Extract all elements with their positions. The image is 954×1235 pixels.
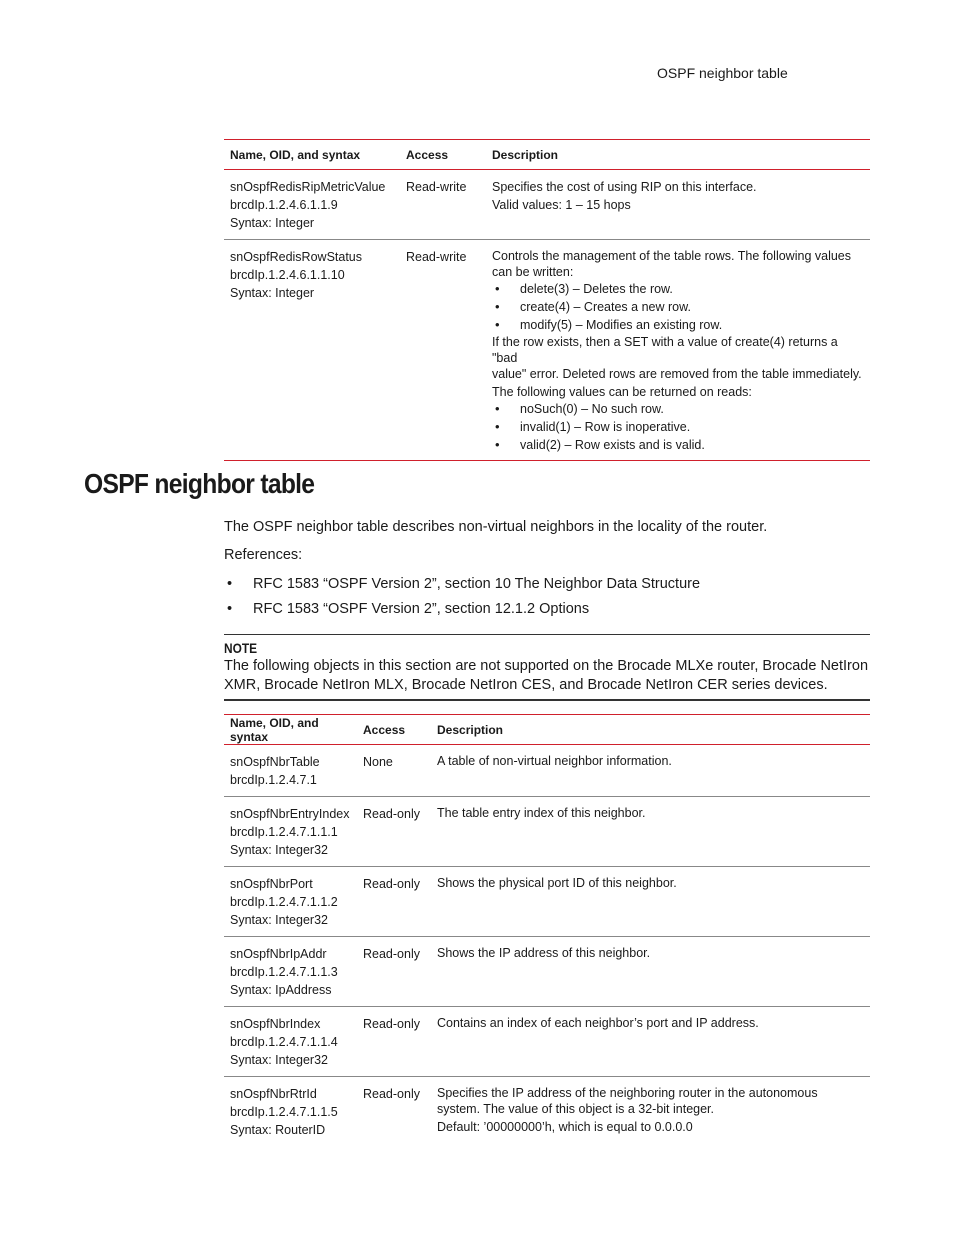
description-text: Valid values: 1 – 15 hops <box>492 198 631 212</box>
description-text: If the row exists, then a SET with a value of create(4) returns a "bad <box>492 335 838 365</box>
object-name: snOspfRedisRipMetricValue <box>230 180 386 194</box>
list-item: • invalid(1) – Row is inoperative. <box>492 418 864 436</box>
references-list <box>224 575 700 625</box>
column-header-description: Description <box>486 140 870 170</box>
table-row <box>224 797 870 867</box>
column-header-name: Name, OID, and syntax <box>224 140 400 170</box>
description-text: The following values can be returned on reads: <box>492 385 752 399</box>
table-header-row <box>224 140 870 170</box>
column-header-name: Name, OID, and syntax <box>224 715 357 745</box>
column-header-access: Access <box>400 140 486 170</box>
description-cell <box>431 745 870 797</box>
list-item: • RFC 1583 “OSPF Version 2”, section 12.1.2 Options <box>224 600 700 625</box>
access-cell: Read-only <box>363 1087 420 1101</box>
note-text: The following objects in this section are not supported on the Brocade MLXe router, Brocade NetIron <box>224 658 869 674</box>
list-item: • create(4) – Creates a new row. <box>492 298 864 316</box>
object-name-cell <box>224 937 357 1007</box>
list-item: • modify(5) – Modifies an existing row. <box>492 316 864 334</box>
access-cell: None <box>363 755 393 769</box>
description-cell <box>431 797 870 867</box>
description-cell <box>486 240 870 461</box>
table-row <box>224 867 870 937</box>
description-text: The table entry index of this neighbor. <box>437 806 646 820</box>
object-name-cell <box>224 240 400 461</box>
access-cell: Read-write <box>406 180 467 194</box>
object-name: snOspfNbrRtrId <box>230 1087 317 1101</box>
object-syntax: Syntax: Integer32 <box>230 1053 328 1067</box>
description-text: system. The value of this object is a 32-bit integer. <box>437 1102 714 1116</box>
object-name: snOspfNbrIpAddr <box>230 947 327 961</box>
object-name-cell <box>224 867 357 937</box>
column-header-access: Access <box>357 715 431 745</box>
description-text: Default: ’00000000’h, which is equal to 0.0.0.0 <box>437 1120 693 1134</box>
object-name: snOspfNbrTable <box>230 755 320 769</box>
description-text: Contains an index of each neighbor’s port and IP address. <box>437 1016 759 1030</box>
object-name-cell <box>224 1077 357 1147</box>
object-name: snOspfNbrPort <box>230 877 313 891</box>
table-header-row <box>224 715 870 745</box>
table-row <box>224 1077 870 1147</box>
running-header: OSPF neighbor table <box>657 65 788 81</box>
section-intro: The OSPF neighbor table describes non-virtual neighbors in the locality of the router. <box>224 519 768 535</box>
list-item: • valid(2) – Row exists and is valid. <box>492 436 864 454</box>
object-syntax: Syntax: IpAddress <box>230 983 332 997</box>
object-oid: brcdIp.1.2.4.7.1.1.5 <box>230 1105 338 1119</box>
description-text: Specifies the IP address of the neighboring router in the autonomous <box>437 1086 818 1100</box>
object-oid: brcdIp.1.2.4.7.1.1.2 <box>230 895 338 909</box>
object-name-cell <box>224 797 357 867</box>
object-syntax: Syntax: Integer <box>230 286 315 300</box>
object-oid: brcdIp.1.2.4.6.1.1.9 <box>230 198 338 212</box>
table-row <box>224 937 870 1007</box>
access-cell: Read-only <box>363 877 420 891</box>
description-text: value" error. Deleted rows are removed from the table immediately. <box>492 367 862 381</box>
object-oid: brcdIp.1.2.4.6.1.1.10 <box>230 268 345 282</box>
note-box <box>224 634 870 701</box>
table-row <box>224 170 870 240</box>
ospf-neighbor-table <box>224 714 870 1146</box>
table-row <box>224 240 870 461</box>
object-name-cell <box>224 745 357 797</box>
object-syntax: Syntax: Integer32 <box>230 843 328 857</box>
description-text: Shows the physical port ID of this neighbor. <box>437 876 677 890</box>
description-cell <box>431 867 870 937</box>
list-item: • RFC 1583 “OSPF Version 2”, section 10 The Neighbor Data Structure <box>224 575 700 600</box>
object-name: snOspfRedisRowStatus <box>230 250 363 264</box>
description-cell <box>431 937 870 1007</box>
object-name: snOspfNbrIndex <box>230 1017 321 1031</box>
note-label: NOTE <box>224 640 258 656</box>
object-syntax: Syntax: Integer32 <box>230 913 328 927</box>
access-cell: Read-write <box>406 250 467 264</box>
description-text: Controls the management of the table rows. The following values <box>492 249 851 263</box>
section-title: OSPF neighbor table <box>84 468 315 499</box>
description-cell <box>486 170 870 240</box>
description-cell <box>431 1007 870 1077</box>
table-row <box>224 745 870 797</box>
access-cell: Read-only <box>363 947 420 961</box>
description-cell <box>431 1077 870 1147</box>
list-item: • noSuch(0) – No such row. <box>492 400 864 418</box>
readable-values-list <box>492 400 864 454</box>
description-text: A table of non-virtual neighbor information. <box>437 754 672 768</box>
object-name-cell <box>224 1007 357 1077</box>
object-syntax: Syntax: Integer <box>230 216 315 230</box>
writable-values-list <box>492 280 864 334</box>
table-row <box>224 1007 870 1077</box>
description-text: can be written: <box>492 265 574 279</box>
column-header-description: Description <box>431 715 870 745</box>
object-syntax: Syntax: RouterID <box>230 1123 326 1137</box>
references-label: References: <box>224 547 303 563</box>
access-cell: Read-only <box>363 807 420 821</box>
access-cell: Read-only <box>363 1017 420 1031</box>
redistribution-table-continued <box>224 139 870 461</box>
note-text: XMR, Brocade NetIron MLX, Brocade NetIron CES, and Brocade NetIron CER series devices. <box>224 677 828 693</box>
object-oid: brcdIp.1.2.4.7.1.1.4 <box>230 1035 338 1049</box>
description-text: Shows the IP address of this neighbor. <box>437 946 651 960</box>
object-oid: brcdIp.1.2.4.7.1.1.3 <box>230 965 338 979</box>
object-name: snOspfNbrEntryIndex <box>230 807 350 821</box>
description-text: Specifies the cost of using RIP on this interface. <box>492 180 757 194</box>
list-item: • delete(3) – Deletes the row. <box>492 280 864 298</box>
object-oid: brcdIp.1.2.4.7.1 <box>230 773 317 787</box>
object-name-cell <box>224 170 400 240</box>
object-oid: brcdIp.1.2.4.7.1.1.1 <box>230 825 338 839</box>
